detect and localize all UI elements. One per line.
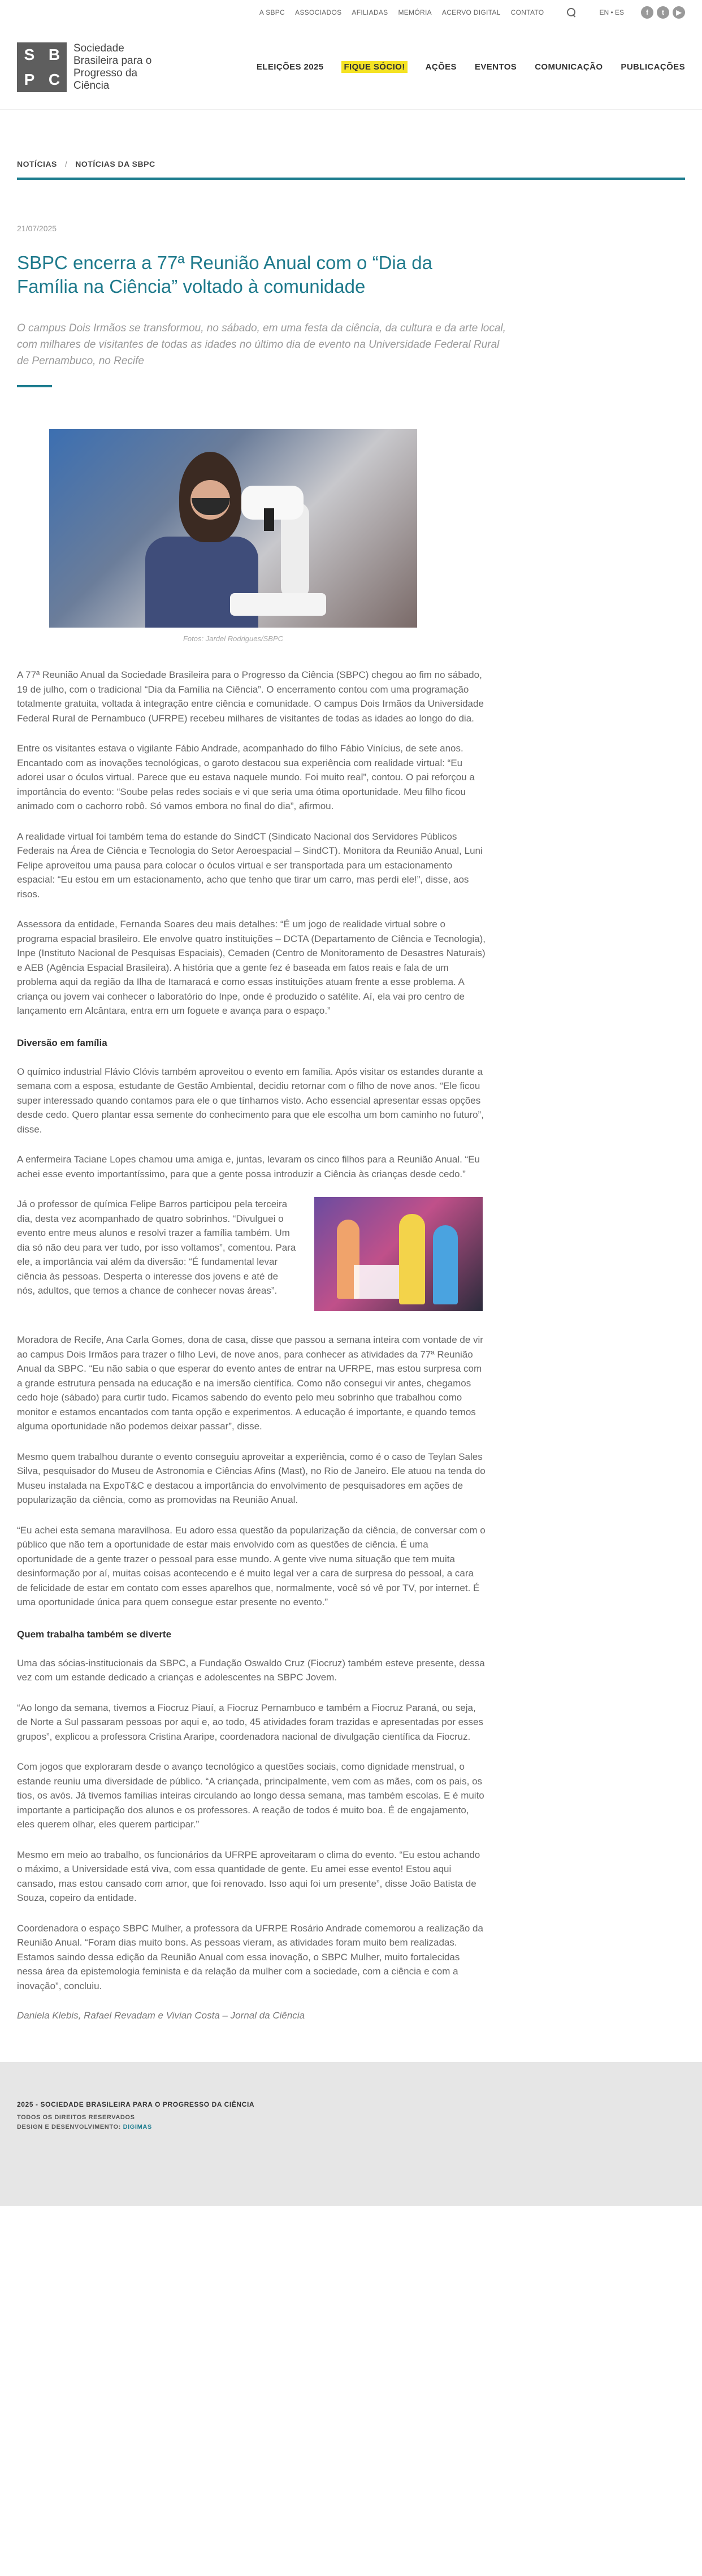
nav-item-fique-socio[interactable]: FIQUE SÓCIO! bbox=[341, 61, 407, 73]
footer-rights: TODOS OS DIREITOS RESERVADOS bbox=[17, 2114, 135, 2121]
logo-letter: P bbox=[24, 70, 35, 88]
logo-letter: B bbox=[48, 45, 60, 63]
paragraph: A 77ª Reunião Anual da Sociedade Brasileira para o Progresso da Ciência (SBPC) chegou ao fim no sábado, 19 de julho, com o tradicional “Dia da Família na Ciência”. O encerramento contou com uma programação totalmente gratuita, voltada à integração entre ciência e comunidade. O campus Dois Irmãos da Universidade Federal Rural de Pernambuco (UFRPE) recebeu milhares de visitantes de todas as idades ao longo do dia. bbox=[17, 669, 484, 724]
paragraph: Coordenadora o espaço SBPC Mulher, a professora da UFRPE Rosário Andrade comemorou a realização da Reunião Anual. “Foram dias muito bons. As pessoas vieram, as atividades foram muito bem realizadas. Estamos saindo dessa edição da Reunião Anual com essa inovação, o SBPC Mulher, muito fortalecidas nessa área da epistemologia feminista e da relação da mulher com a sociedade, com a ciência e com a inovação”, concluiu. bbox=[17, 1922, 483, 1991]
main-nav bbox=[257, 61, 685, 73]
paragraph: “Eu achei esta semana maravilhosa. Eu adoro essa questão da popularização da ciência, de conversar com o público que não tem a oportunidade de estar mais envolvido com as questões de ciência. É uma oportunidade de a gente trazer o pessoal para esse mundo. A gente vive numa situação que tem muita desinformação por aí, muitas coisas acontecendo e é muito legal ver a cara de surpresa do pessoal, a cara de felicidade de estar em contato com esses aparelhos que, normalmente, você só vê por TV, por internet. É uma oportunidade única para quem consegue estar presente no evento.” bbox=[17, 1524, 486, 1607]
nav-item-acoes[interactable]: AÇÕES bbox=[425, 62, 457, 72]
social-links bbox=[641, 6, 685, 19]
paragraph: Entre os visitantes estava o vigilante Fábio Andrade, acompanhado do filho Fábio Vinícius, de sete anos. Encantado com as inovações tecnológicas, o garoto destacou sua experiência com realidade virtual: “Eu adorei usar o óculos virtual. Parece que eu estava naquele mundo. Foi muito real”, contou. O pai reforçou a importância do evento: “Soube pelas redes sociais e vi que seria uma ótima oportunidade. Meu filho ficou animado com o cachorro robô. Só vamos embora no final do dia”, afirmou. bbox=[17, 743, 475, 811]
article bbox=[0, 224, 702, 2021]
logo-line: Sociedade bbox=[73, 42, 124, 54]
paragraph: O químico industrial Flávio Clóvis também aproveitou o evento em família. Após visitar os estandes durante a semana com a esposa, estudante de Gestão Ambiental, decidiu retornar com o filho de nove anos. “Ele ficou super interessado quando contamos para ele o que tínhamos visto. Acho essencial apresentar essas opções desde cedo. Quero plantar essa semente do conhecimento para que ele escolha um bom caminho no futuro”, disse. bbox=[17, 1066, 484, 1135]
language-switch[interactable]: EN • ES bbox=[599, 8, 624, 16]
inline-photo bbox=[314, 1197, 483, 1311]
paragraph: Mesmo em meio ao trabalho, os funcionários da UFRPE aproveitaram o clima do evento. “Eu estou achando o máximo, a Universidade está viva, com essa quantidade de gente. Eu amei esse evento! Estou aqui cansado, mas estou cansado com amor, que foi renovado. Isso aqui foi um presente”, disse João Batista de Souza, copeiro da entidade. bbox=[17, 1849, 480, 1903]
breadcrumb-noticias[interactable]: NOTÍCIAS bbox=[17, 159, 57, 168]
footer-design bbox=[17, 2124, 685, 2130]
utility-links bbox=[259, 8, 544, 16]
facebook-icon[interactable]: f bbox=[641, 6, 653, 19]
nav-item-comunicacao[interactable]: COMUNICAÇÃO bbox=[535, 62, 603, 72]
logo-line: Ciência bbox=[73, 79, 110, 92]
logo-line: Progresso da bbox=[73, 67, 138, 79]
nav-item-eleicoes[interactable]: ELEIÇÕES 2025 bbox=[256, 62, 324, 72]
paragraph: Assessora da entidade, Fernanda Soares deu mais detalhes: “É um jogo de realidade virtual sobre o programa espacial brasileiro. Ele envolve quatro instituições – DCTA (Departamento de Ciência e Tecnologia), Inpe (Instituto Nacional de Pesquisas Espaciais), Cemaden (Centro de Monitoramento de Desastres Naturais) e AEB (Agência Espacial Brasileira). A história que a gente fez é baseada em fatos reais e fala de um problema aqui da região da Ilha de Itamaracá e como essas instituições atuam frente a esse problema. A criança ou jovem vai conhecer o laboratório do Inpe, onde é produzido o satélite. Aí, ela vai pro centro de lançamento em Alcântara, entra em um foguete e avança para o espaço.” bbox=[17, 919, 486, 1016]
float-paragraph-block bbox=[17, 1197, 486, 1317]
photo-caption: Fotos: Jardel Rodrigues/SBPC bbox=[183, 634, 284, 643]
paragraph: Mesmo quem trabalhou durante o evento conseguiu aproveitar a experiência, como é o caso de Teylan Sales Silva, pesquisador do Museu de Astronomia e Ciências Afins (Mast), no Rio de Janeiro. Ele atuou na tenda do Museu instalada na ExpoT&C e destacou a importância do envolvimento de pesquisadores em ações de popularização da ciência, como as promovidas na Reunião Anual. bbox=[17, 1451, 486, 1505]
paragraph: A realidade virtual foi também tema do estande do SindCT (Sindicato Nacional dos Servidores Públicos Federais na Área de Ciência e Tecnologia do Setor Aeroespacial – SindCT). Monitora da Reunião Anual, Luni Felipe aproveitou uma pausa para colocar o óculos virtual e ser transportada para um estacionamento espacial: “Eu estou em um estacionamento, acho que tenho que tirar um carro, mas perdi ele!”, disse, aos risos. bbox=[17, 831, 483, 900]
paragraph: A enfermeira Taciane Lopes chamou uma amiga e, juntas, levaram os cinco filhos para a Reunião Anual. “Eu achei esse evento importantíssimo, para que a gente possa introduzir a Ciência às crianças desde cedo.” bbox=[17, 1154, 480, 1179]
footer-copyright: 2025 - SOCIEDADE BRASILEIRA PARA O PROGRESSO DA CIÊNCIA bbox=[17, 2100, 255, 2108]
search-icon[interactable] bbox=[566, 7, 577, 18]
youtube-icon[interactable]: ▶ bbox=[673, 6, 685, 19]
site-footer bbox=[0, 2062, 702, 2206]
twitter-icon[interactable]: t bbox=[657, 6, 669, 19]
breadcrumb-noticias-sbpc[interactable]: NOTÍCIAS DA SBPC bbox=[75, 159, 155, 168]
utility-link-acervo-digital[interactable]: ACERVO DIGITAL bbox=[441, 8, 501, 16]
paragraph: “Ao longo da semana, tivemos a Fiocruz Piauí, a Fiocruz Pernambuco e também a Fiocruz Paraná, ou seja, de Norte a Sul passaram pessoas por aqui e, ao todo, 45 atividades foram trazidas e apresentadas por esses grupos”, explicou a professora Cristina Araripe, coordenadora nacional de divulgação científica da Fiocruz. bbox=[17, 1702, 483, 1742]
article-date: 21/07/2025 bbox=[17, 224, 57, 233]
article-photo bbox=[49, 429, 417, 628]
utility-link-a-sbpc[interactable]: A SBPC bbox=[259, 8, 285, 16]
article-lead: O campus Dois Irmãos se transformou, no sábado, em uma festa da ciência, da cultura e da arte local, com milhares de visitantes de todas as idades no último dia de evento na Universidade Federal Rural de Pernambuco, no Recife bbox=[17, 322, 506, 367]
utility-link-contato[interactable]: CONTATO bbox=[510, 8, 544, 16]
logo-letter: S bbox=[24, 45, 35, 63]
section-heading: Quem trabalha também se diverte bbox=[17, 1628, 172, 1640]
logo-letter: C bbox=[48, 70, 60, 88]
logo-text bbox=[73, 42, 151, 92]
paragraph: Com jogos que exploraram desde o avanço tecnológico a questões sociais, como dignidade menstrual, o estande reuniu uma diversidade de público. “A criançada, principalmente, vem com as mães, com os pais, os tios, os avós. Já tivemos famílias inteiras circulando ao longo dessa semana, mas também escolas. E é muito importante a participação dos alunos e os professores. A reação de todos é muito boa. É de engajamento, eles querem olhar, eles querem participar.” bbox=[17, 1761, 484, 1830]
breadcrumb-separator: / bbox=[64, 159, 68, 168]
nav-item-eventos[interactable]: EVENTOS bbox=[474, 62, 517, 72]
logo-line: Brasileira para o bbox=[73, 54, 152, 67]
footer-design-label: DESIGN E DESENVOLVIMENTO: bbox=[17, 2124, 121, 2130]
footer-design-link[interactable]: DIGIMAS bbox=[123, 2124, 152, 2130]
utility-link-memoria[interactable]: MEMÓRIA bbox=[398, 8, 432, 16]
utility-link-afiliadas[interactable]: AFILIADAS bbox=[352, 8, 388, 16]
accent-rule bbox=[17, 385, 52, 387]
paragraph: Uma das sócias-institucionais da SBPC, a Fundação Oswaldo Cruz (Fiocruz) também esteve presente, dessa vez com um estande dedicado a crianças e adolescentes na SBPC Jovem. bbox=[17, 1657, 485, 1683]
article-body bbox=[17, 668, 685, 2021]
site-header bbox=[0, 25, 702, 110]
article-signature: Daniela Klebis, Rafael Revadam e Vivian Costa – Jornal da Ciência bbox=[17, 2010, 305, 2021]
article-title: SBPC encerra a 77ª Reunião Anual com o “Dia da Família na Ciência” voltado à comunidade bbox=[17, 252, 432, 297]
logo-mark bbox=[17, 42, 67, 92]
nav-item-publicacoes[interactable]: PUBLICAÇÕES bbox=[621, 62, 685, 72]
section-heading: Diversão em família bbox=[17, 1037, 107, 1048]
utility-bar bbox=[0, 0, 702, 25]
breadcrumb bbox=[17, 159, 685, 180]
paragraph: Moradora de Recife, Ana Carla Gomes, dona de casa, disse que passou a semana inteira com vontade de vir ao campus Dois Irmãos para trazer o filho Levi, de nove anos, para conhecer as atividades da 77ª Reunião Anual da SBPC. “Eu não sabia o que esperar do evento antes de entrar na UFRPE, mas estou surpresa com a grande estrutura pensada na educação e na imersão científica. Como não consegui vir antes, chegamos cedo hoje (sábado) para curtir tudo. Ficamos sabendo do evento pelo meu sobrinho que trabalhou como monitor e estamos encantados com tanta opção e experimentos. A educação é importante, e quando temos alguma oportunidade não podemos deixar passar”, disse. bbox=[17, 1334, 483, 1432]
sbpc-logo[interactable] bbox=[17, 42, 151, 92]
utility-link-associados[interactable]: ASSOCIADOS bbox=[295, 8, 342, 16]
paragraph: Já o professor de química Felipe Barros participou pela terceira dia, desta vez acompanhado de quatro sobrinhos. “Divulguei o evento entre meus alunos e resolvi trazer a família também. Um dia só não deu para ver tudo, por isso voltamos”, comentou. Para ele, a importância vai além da diversão: “É fundamental levar ciência às pessoas. Desperta o interesse dos jovens e até de nós, adultos, que temos a chance de conhecer novas áreas”. bbox=[17, 1199, 296, 1296]
